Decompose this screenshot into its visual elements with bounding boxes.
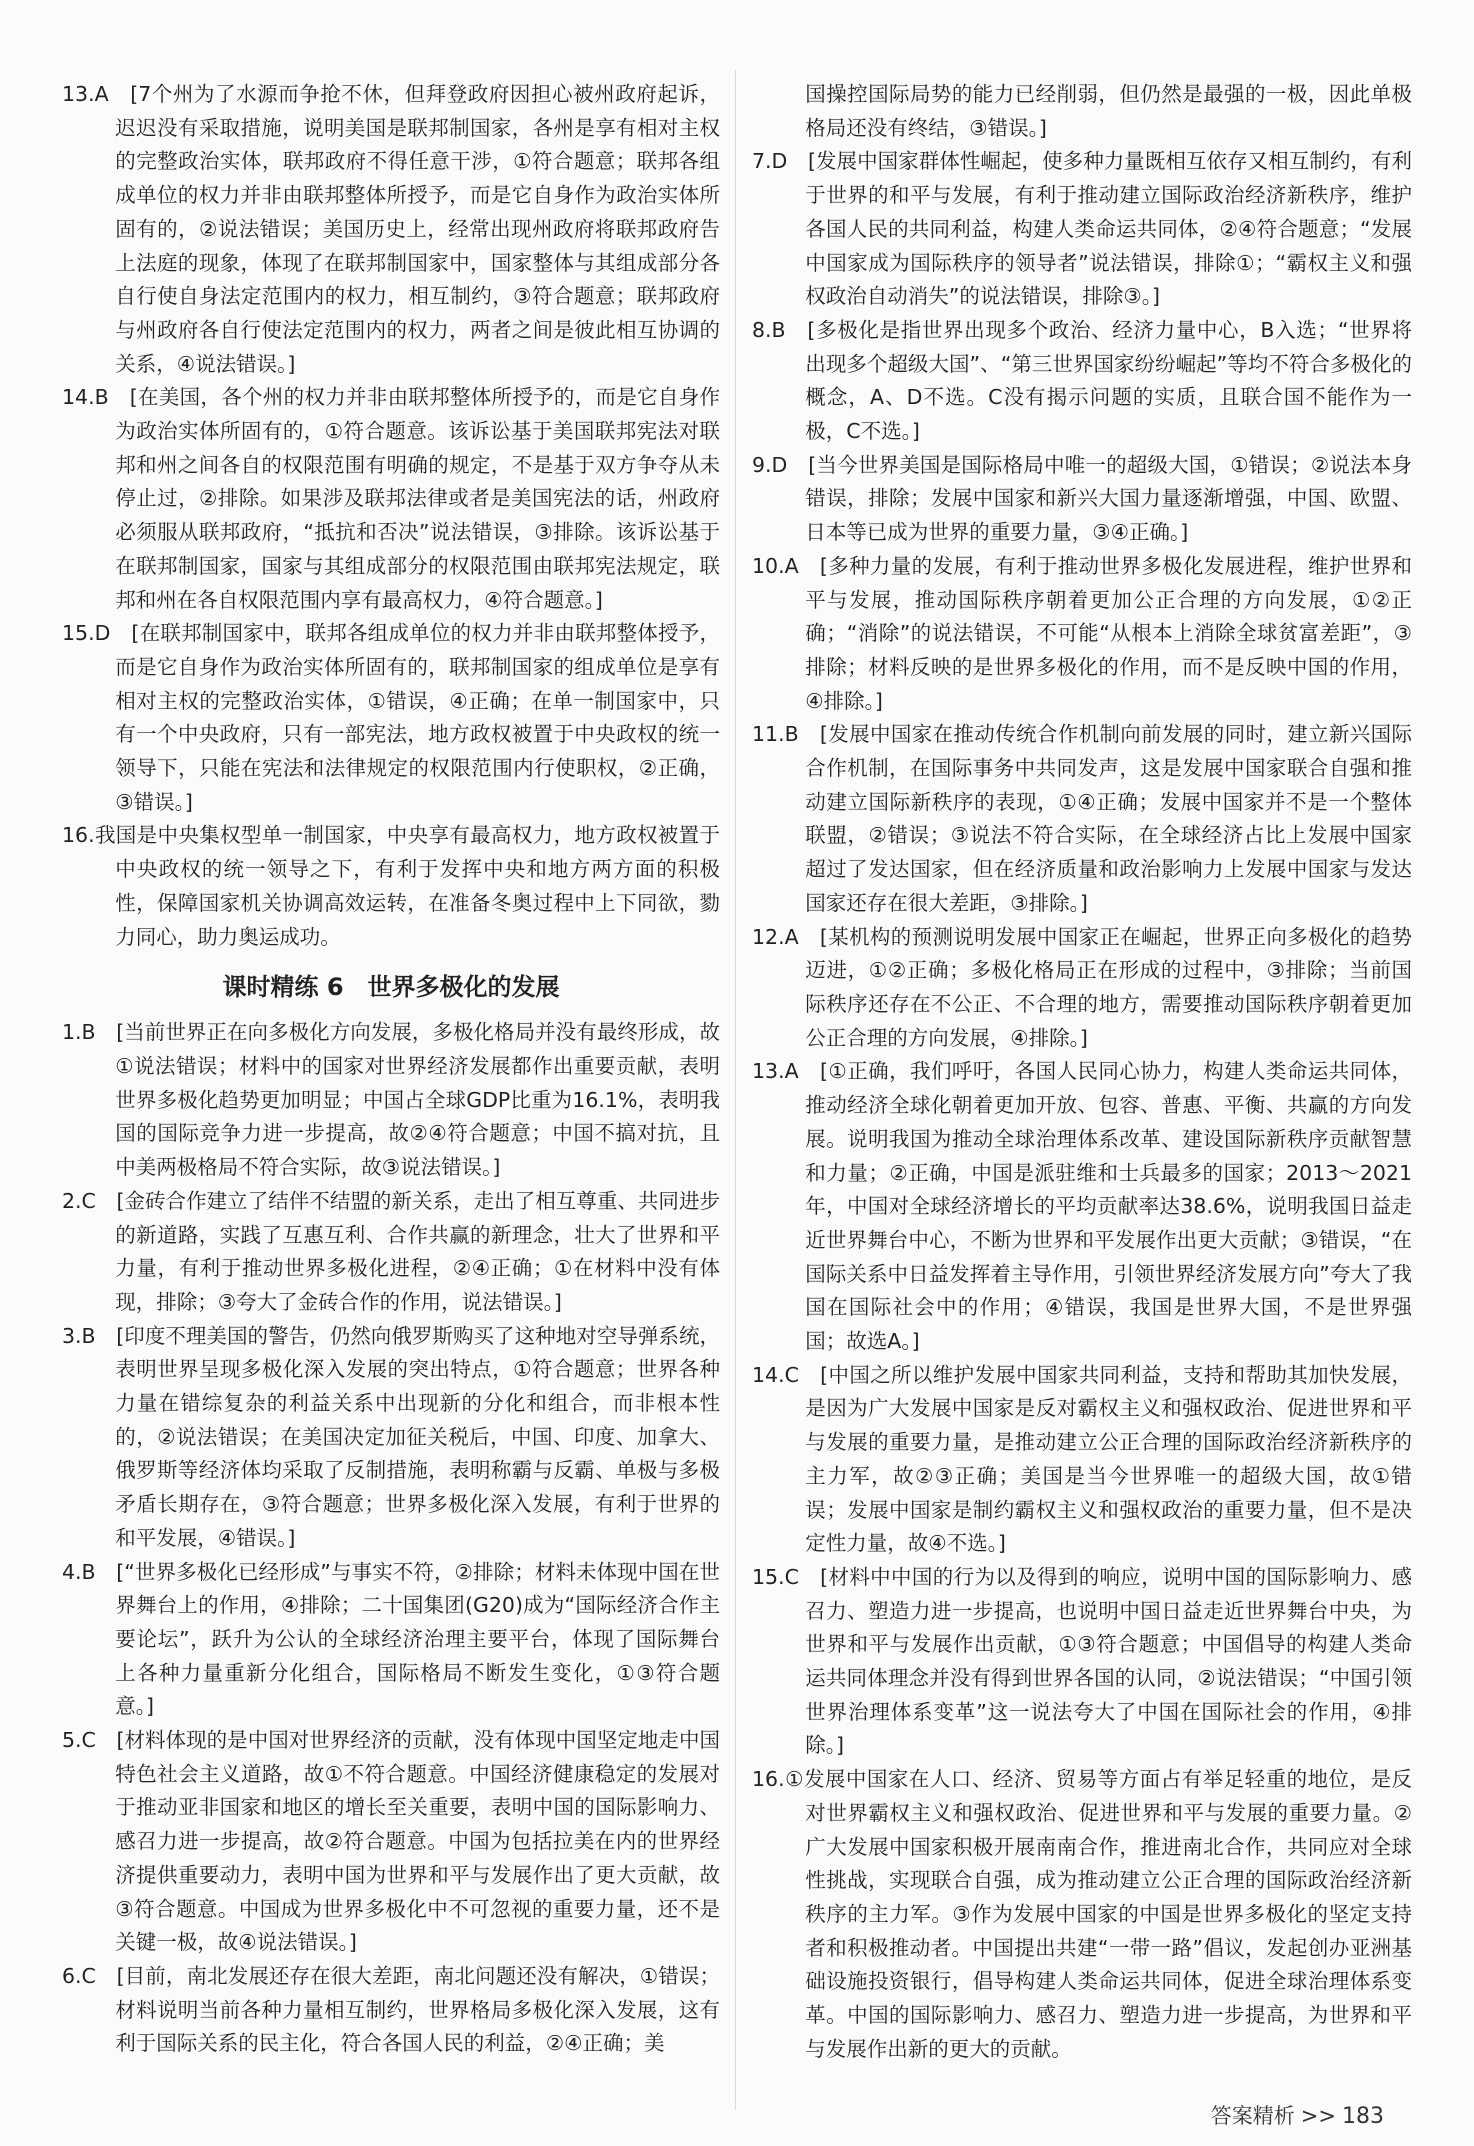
section-title: 课时精练 6 世界多极化的发展 [222,973,560,1002]
answer-item: 13.A [①正确，我们呼吁，各国人民同心协力，构建人类命运共同体，推动经济全球化朝着更加开放、包容、普惠、平衡、共赢的方向发展。说明我国为推动全球治理体系改革、建设国际新秩序贡献智慧和力量；②正确，中国是派驻维和士兵最多的国家；2013～2021年，中国对全球经济增长的平均贡献率达38.6%，说明我国日益走近世界舞台中心，不断为世界和平发展作出更大贡献；③错误，“在国际关系中日益发挥着主导作用，引领世界经济发展方向”夸大了我国在国际社会中的作用；④错误，我国是世界大国，不是世界强国；故选A。] [752,1059,1412,1354]
answer-item: 5.C [材料体现的是中国对世界经济的贡献，没有体现中国坚定地走中国特色社会主义道路，故①不符合题意。中国经济健康稳定的发展对于推动亚非国家和地区的增长至关重要，表明中国的国际影响力、感召力进一步提高，故②符合题意。中国为包括拉美在内的世界经济提供重要动力，表明中国为世界和平与发展作出了更大贡献，故③符合题意。中国成为世界多极化中不可忽视的重要力量，还不是关键一极，故④说法错误。] [62,1728,720,1955]
answer-item: 13.A [7个州为了水源而争抢不休，但拜登政府因担心被州政府起诉，迟迟没有采取措施，说明美国是联邦制国家，各州是享有相对主权的完整政治实体，联邦政府不得任意干涉，①符合题意；联邦各组成单位的权力并非由联邦整体所授予，而是它自身作为政治实体所固有的，②说法错误；美国历史上，经常出现州政府将联邦政府告上法庭的现象，体现了在联邦制国家中，国家整体与其组成部分各自行使自身法定范围内的权力，相互制约，③符合题意；联邦政府与州政府各自行使法定范围内的权力，两者之间是彼此相互协调的关系，④说法错误。] [62,82,720,376]
answer-item: 2.C [金砖合作建立了结伴不结盟的新关系，走出了相互尊重、共同进步的新道路，实践了互惠互利、合作共赢的新理念，壮大了世界和平力量，有利于推动世界多极化进程，②④正确；①在材料中没有体现，排除；③夸大了金砖合作的作用，说法错误。] [62,1188,720,1314]
answer-item-continued: 国操控国际局势的能力已经削弱，但仍然是最强的一极，因此单极格局还没有终结，③错误。] [805,82,1412,140]
answer-item: 14.B [在美国，各个州的权力并非由联邦整体所授予的，而是它自身作为政治实体所固有的，①符合题意。该诉讼基于美国联邦宪法对联邦和州之间各自的权限范围有明确的规定，不是基于双方争夺从未停止过，②排除。如果涉及联邦法律或者是美国宪法的话，州政府必须服从联邦政府，“抵抗和否决”说法错误，③排除。该诉讼基于在联邦制国家，国家与其组成部分的权限范围由联邦宪法规定，联邦和州在各自权限范围内享有最高权力，④符合题意。] [62,385,720,612]
left-column [62,78,720,2061]
answer-item: 16.我国是中央集权型单一制国家，中央享有最高权力，地方政权被置于中央政权的统一领导之下，有利于发挥中央和地方两方面的积极性，保障国家机关协调高效运转，在准备冬奥过程中上下同欲，勠力同心，助力奥运成功。 [62,823,720,949]
answer-item: 15.D [在联邦制国家中，联邦各组成单位的权力并非由联邦整体授予，而是它自身作为政治实体所固有的，联邦制国家的组成单位是享有相对主权的完整政治实体，①错误，④正确；在单一制国家中，只有一个中央政府，只有一部宪法，地方政权被置于中央政权的统一领导下，只能在宪法和法律规定的权限范围内行使职权，②正确，③错误。] [62,621,720,814]
page-number: 183 [1342,2104,1384,2129]
answer-item: 11.B [发展中国家在推动传统合作机制向前发展的同时，建立新兴国际合作机制，在国际事务中共同发声，这是发展中国家联合自强和推动建立国际新秩序的表现，①④正确；发展中国家并不是一个整体联盟，②错误；③说法不符合实际，在全球经济占比上发展中国家超过了发达国家，但在经济质量和政治影响力上发展中国家与发达国家还存在很大差距，③排除。] [752,722,1412,915]
answer-item: 10.A [多种力量的发展，有利于推动世界多极化发展进程，维护世界和平与发展，推动国际秩序朝着更加公正合理的方向发展，①②正确；“消除”的说法错误，不可能“从根本上消除全球贫富差距”，③排除；材料反映的是世界多极化的作用，而不是反映中国的作用，④排除。] [752,553,1412,713]
answer-item: 4.B [“世界多极化已经形成”与事实不符，②排除；材料未体现中国在世界舞台上的作用，④排除；二十国集团(G20)成为“国际经济合作主要论坛”，跃升为公认的全球经济治理主要平台，体现了国际舞台上各种力量重新分化组合，国际格局不断发生变化，①③符合题意。] [62,1559,720,1719]
answer-item: 1.B [当前世界正在向多极化方向发展，多极化格局并没有最终形成，故①说法错误；材料中的国家对世界经济发展都作出重要贡献，表明世界多极化趋势更加明显；中国占全球GDP比重为16.1%，表明我国的国际竞争力进一步提高，故②④符合题意；中国不搞对抗，且中美两极格局不符合实际，故③说法错误。] [62,1020,720,1180]
answer-item: 14.C [中国之所以维护发展中国家共同利益，支持和帮助其加快发展，是因为广大发展中国家是反对霸权主义和强权政治、促进世界和平与发展的重要力量，是推动建立公正合理的国际政治经济新秩序的主力军，故②③正确；美国是当今世界唯一的超级大国，故①错误；发展中国家是制约霸权主义和强权政治的重要力量，但不是决定性力量，故④不选。] [752,1362,1412,1556]
footer-label: 答案精析 [1210,2104,1295,2128]
answer-item: 12.A [某机构的预测说明发展中国家正在崛起，世界正向多极化的趋势迈进，①②正确；多极化格局正在形成的过程中，③排除；当前国际秩序还存在不公正、不合理的地方，需要推动国际秩序朝着更加公正合理的方向发展，④排除。] [752,924,1412,1050]
answer-item: 3.B [印度不理美国的警告，仍然向俄罗斯购买了这种地对空导弹系统，表明世界呈现多极化深入发展的突出特点，①符合题意；世界各种力量在错综复杂的利益关系中出现新的分化和组合，而非根本性的，②说法错误；在美国决定加征关税后，中国、印度、加拿大、俄罗斯等经济体均采取了反制措施，表明称霸与反霸、单极与多极矛盾长期存在，③符合题意；世界多极化深入发展，有利于世界的和平发展，④错误。] [62,1323,720,1550]
page-footer [1211,2100,1384,2130]
answer-item: 6.C [目前，南北发展还存在很大差距，南北问题还没有解决，①错误；材料说明当前各种力量相互制约，世界格局多极化深入发展，这有利于国际关系的民主化，符合各国人民的利益，②④正确；美 [62,1963,720,2056]
double-chevron-icon: >> [1300,2104,1336,2128]
answer-item: 7.D [发展中国家群体性崛起，使多种力量既相互依存又相互制约，有利于世界的和平与发展，有利于推动建立国际政治经济新秩序，维护各国人民的共同利益，构建人类命运共同体，②④符合题意；“发展中国家成为国际秩序的领导者”说法错误，排除①；“霸权主义和强权政治自动消失”的说法错误，排除③。] [752,149,1412,309]
right-column [752,78,1412,2066]
answer-item: 15.C [材料中中国的行为以及得到的响应，说明中国的国际影响力、感召力、塑造力进一步提高，也说明中国日益走近世界舞台中央，为世界和平与发展作出贡献，①③符合题意；中国倡导的构建人类命运共同体理念并没有得到世界各国的认同，②说法错误；“中国引领世界治理体系变革”这一说法夸大了中国在国际社会的作用，④排除。] [752,1564,1412,1758]
answer-item: 9.D [当今世界美国是国际格局中唯一的超级大国，①错误；②说法本身错误，排除；发展中国家和新兴大国力量逐渐增强，中国、欧盟、日本等已成为世界的重要力量，③④正确。] [752,452,1412,545]
column-divider [735,70,736,2110]
answer-item: 16.①发展中国家在人口、经济、贸易等方面占有举足轻重的地位，是反对世界霸权主义和强权政治、促进世界和平与发展的重要力量。②广大发展中国家积极开展南南合作，推进南北合作，共同应对全球性挑战，实现联合自强，成为推动建立公正合理的国际政治经济新秩序的主力军。③作为发展中国家的中国是世界多极化的坚定支持者和积极推动者。中国提出共建“一带一路”倡议，发起创办亚洲基础设施投资银行，倡导构建人类命运共同体，促进全球治理体系变革。中国的国际影响力、感召力、塑造力进一步提高，为世界和平与发展作出新的更大的贡献。 [752,1767,1412,2061]
answer-item: 8.B [多极化是指世界出现多个政治、经济力量中心，B入选；“世界将出现多个超级大国”、“第三世界国家纷纷崛起”等均不符合多极化的概念，A、D不选。C没有揭示问题的实质，且联合国不能作为一极，C不选。] [752,317,1412,444]
